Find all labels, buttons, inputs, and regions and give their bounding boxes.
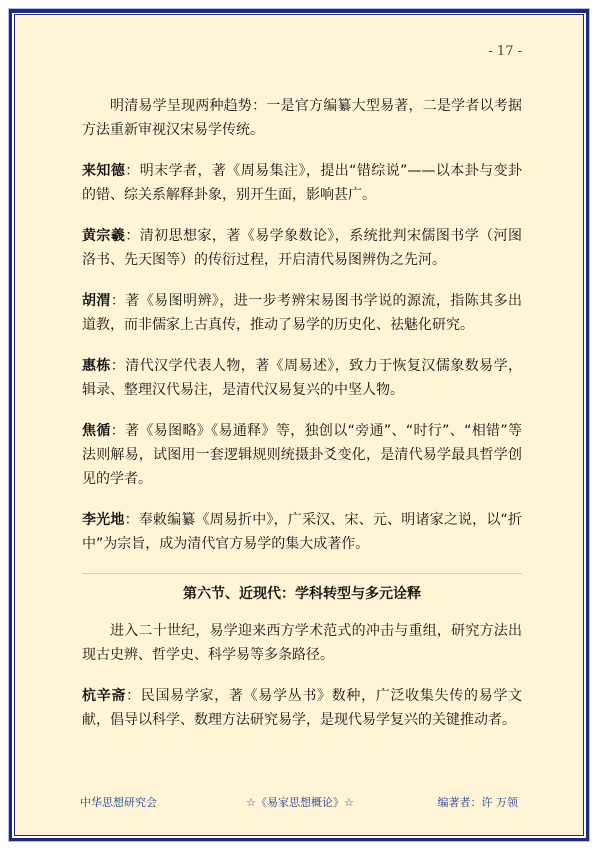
entry-jiaoxun xyxy=(82,419,522,491)
footer-author: 编著者：许 万领 xyxy=(437,796,518,809)
entry-name: 杭辛斋 xyxy=(82,688,127,704)
footer-organization: 中华思想研究会 xyxy=(80,796,157,809)
entry-name: 焦循 xyxy=(82,423,111,439)
entry-name: 来知德 xyxy=(82,163,126,179)
entry-huidong xyxy=(82,354,522,402)
entry-name: 李光地 xyxy=(82,512,125,528)
entry-liguangdi xyxy=(82,508,522,556)
entry-name: 胡渭 xyxy=(82,293,111,309)
section-divider xyxy=(82,573,522,574)
footer-book-title: ☆《易家思想概论》☆ xyxy=(246,796,354,809)
entry-name: 惠栋 xyxy=(82,358,111,374)
entry-text: ：清代汉学代表人物，著《周易述》，致力于恢复汉儒象数易学，辑录、整理汉代易注，是清代汉易复兴的中坚人物。 xyxy=(82,358,523,398)
entry-text: ：清初思想家，著《易学象数论》，系统批判宋儒图书学（河图洛书、先天图等）的传衍过程，开启清代易图辨伪之先河。 xyxy=(82,228,523,268)
entry-hangxinzhai xyxy=(82,684,522,732)
entry-text: ：著《易图明辨》，进一步考辨宋易图书学说的源流，指陈其多出道教，而非儒家上古真传，推动了易学的历史化、祛魅化研究。 xyxy=(82,293,523,333)
entry-text: ：民国易学家，著《易学丛书》数种，广泛收集失传的易学文献，倡导以科学、数理方法研究易学，是现代易学复兴的关键推动者。 xyxy=(82,688,523,728)
entry-huangzongxi xyxy=(82,224,522,272)
page-number: - 17 - xyxy=(488,44,522,59)
entry-text: ：奉敕编纂《周易折中》，广采汉、宋、元、明诸家之说，以“折中”为宗旨，成为清代官方易学的集大成著作。 xyxy=(82,512,522,552)
intro-paragraph: 明清易学呈现两种趋势：一是官方编纂大型易著，二是学者以考据方法重新审视汉宋易学传统。 xyxy=(82,98,522,138)
entry-laizhide xyxy=(82,159,522,207)
page-body xyxy=(82,94,522,749)
entry-text: ：著《易图略》《易通释》等，独创以“旁通”、“时行”、“相错”等法则解易，试图用一套逻辑规则统摄卦爻变化，是清代易学最具哲学创见的学者。 xyxy=(82,423,522,487)
section-intro-paragraph: 进入二十世纪，易学迎来西方学术范式的冲击与重组，研究方法出现古史辨、哲学史、科学易等多条路径。 xyxy=(82,623,522,663)
section-title: 第六节、近现代：学科转型与多元诠释 xyxy=(183,586,421,602)
entry-huwei xyxy=(82,289,522,337)
entry-text: ：明末学者，著《周易集注》，提出“错综说”——以本卦与变卦的错、综关系解释卦象，别开生面，影响甚广。 xyxy=(82,163,522,203)
entry-name: 黄宗羲 xyxy=(82,228,126,244)
